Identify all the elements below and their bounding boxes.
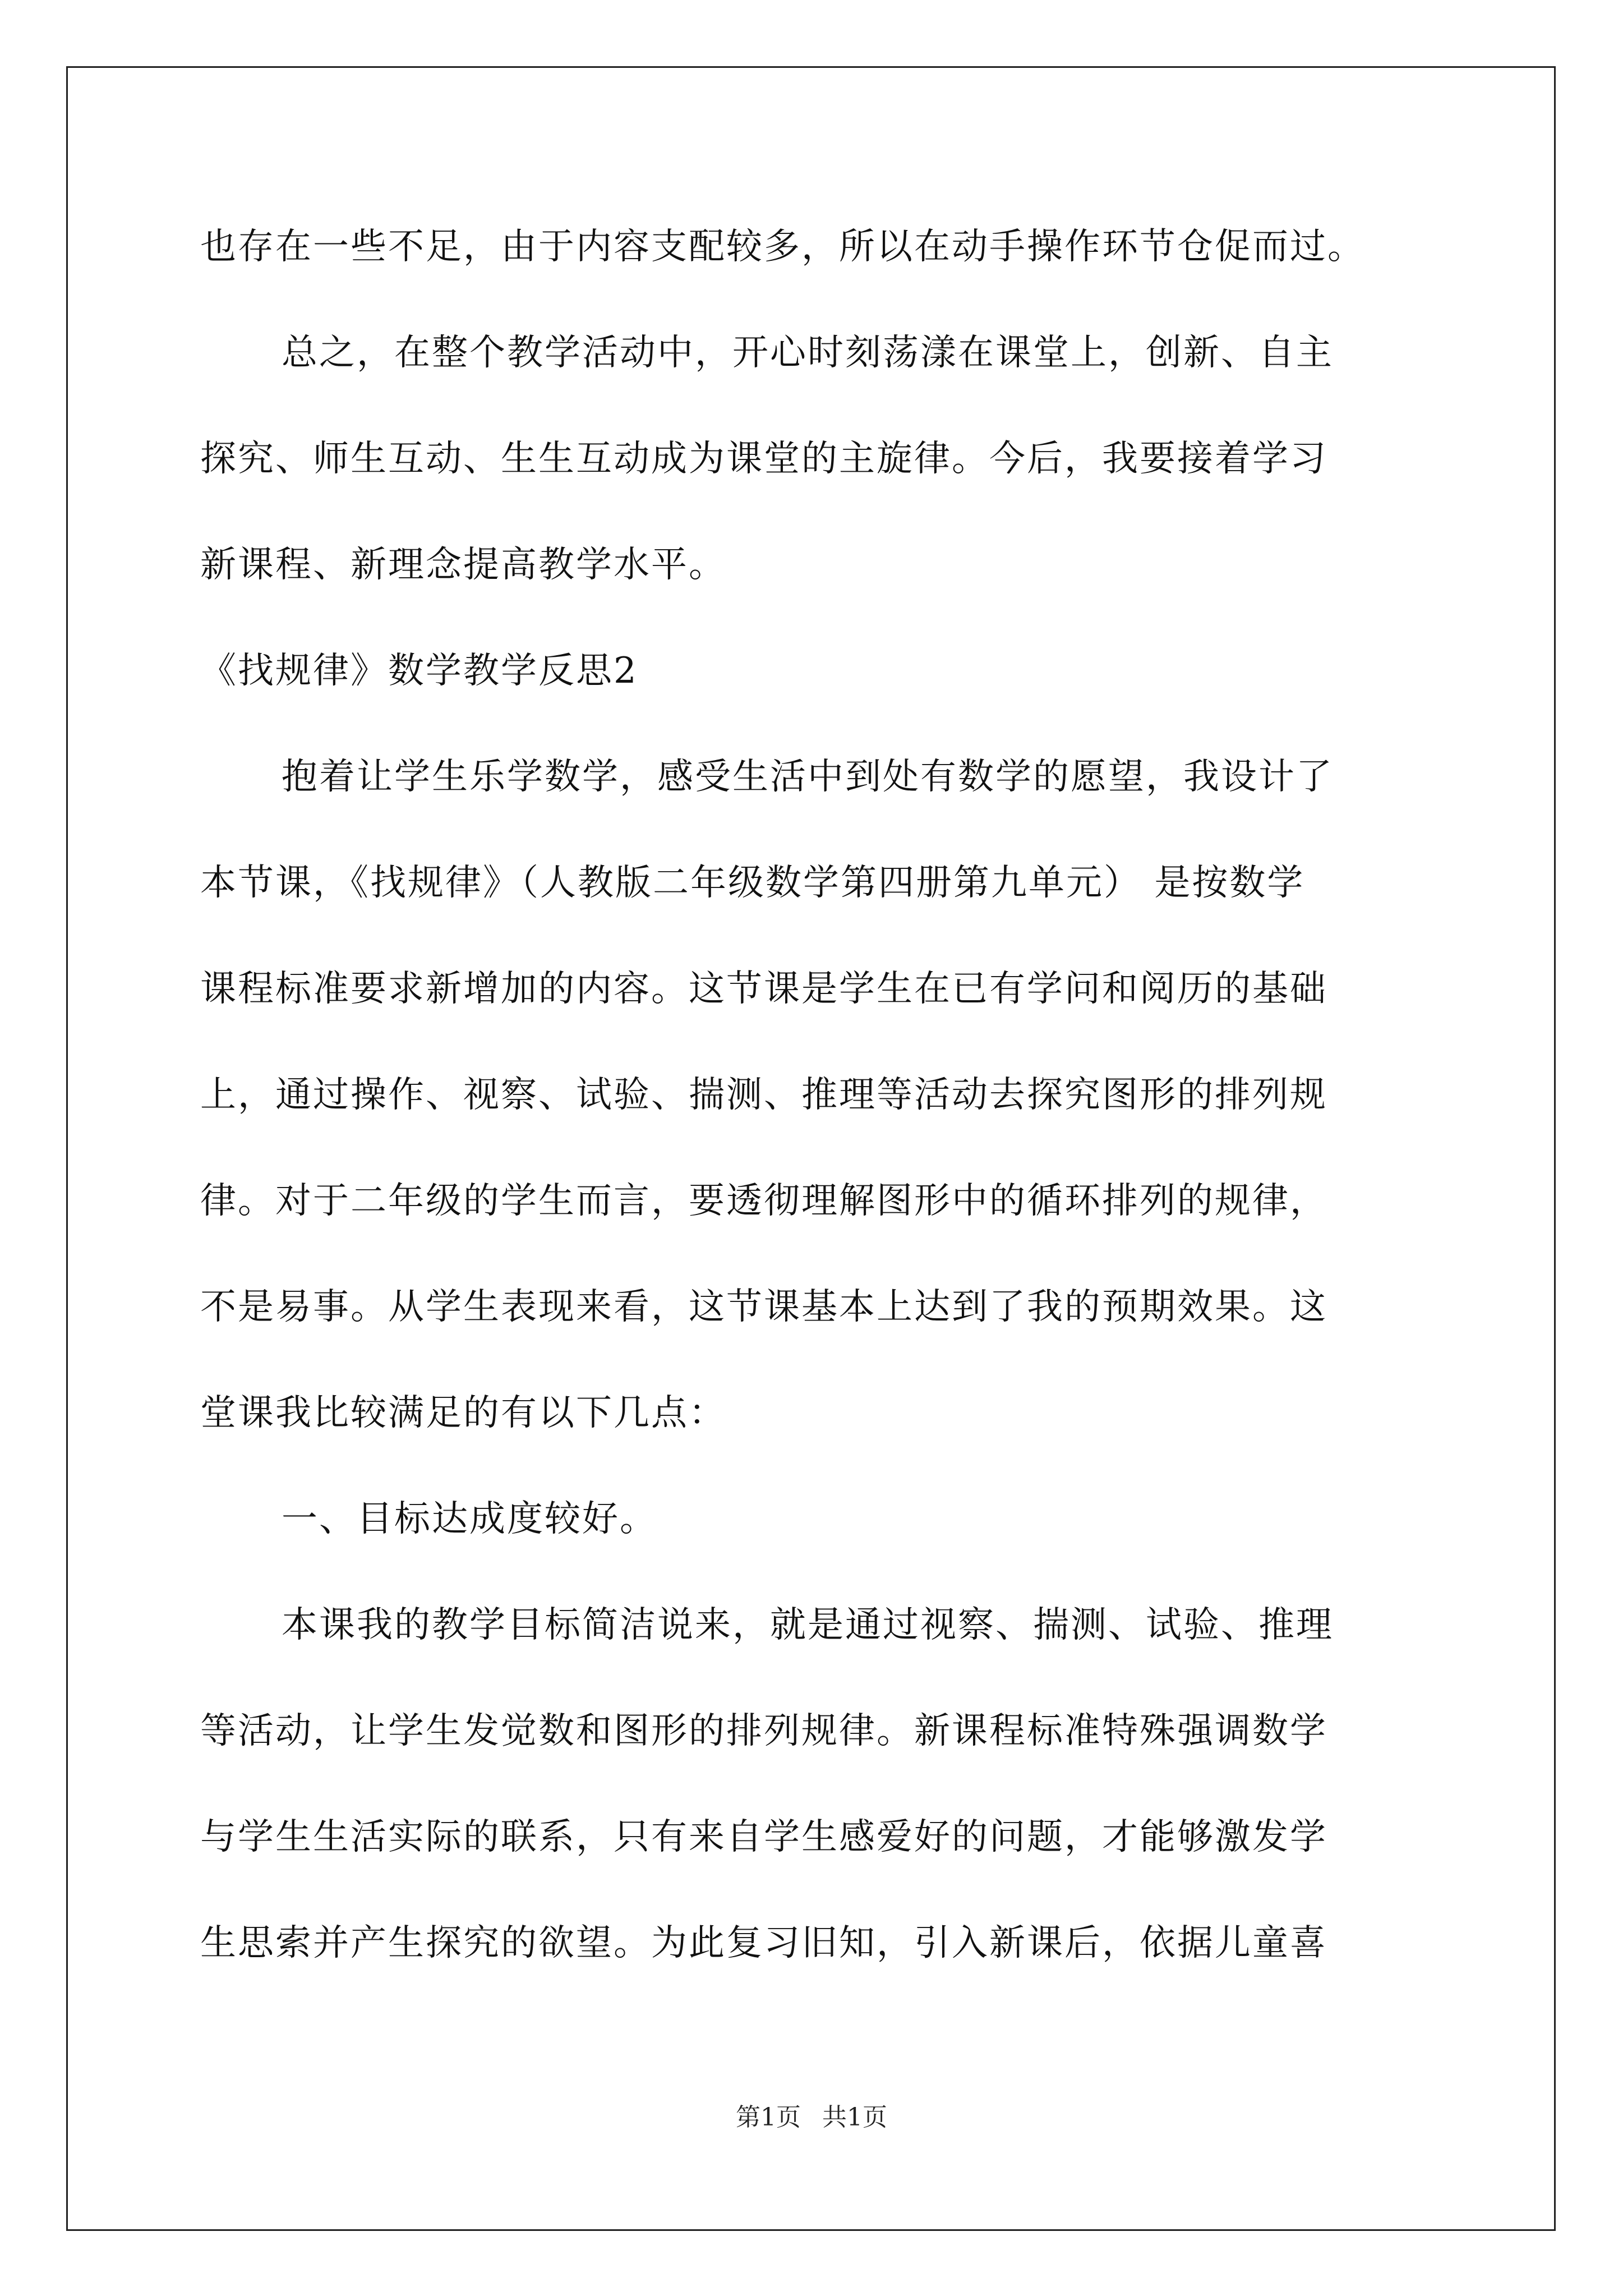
text-line: 堂课我比较满足的有以下几点： xyxy=(200,1392,726,1434)
text-line: 与学生生活实际的联系，只有来自学生感爱好的问题，才能够激发学 xyxy=(200,1816,1327,1858)
text-line: 生思索并产生探究的欲望。为此复习旧知，引入新课后，依据儿童喜 xyxy=(200,1922,1327,1964)
text-line: 探究、师生互动、生生互动成为课堂的主旋律。今后，我要接着学习 xyxy=(200,438,1327,480)
paragraph-start: 本课我的教学目标简洁说来，就是通过视察、揣测、试验、推理 xyxy=(282,1604,1334,1646)
text-line: 不是易事。从学生表现来看，这节课基本上达到了我的预期效果。这 xyxy=(200,1286,1327,1328)
text-line: 本节课，《找规律》（人教版二年级数学第四册第九单元） 是按数学 xyxy=(200,862,1305,904)
text-line: 新课程、新理念提高教学水平。 xyxy=(200,544,726,586)
text-line: 课程标准要求新增加的内容。这节课是学生在已有学问和阅历的基础 xyxy=(200,968,1327,1010)
text-line: 等活动，让学生发觉数和图形的排列规律。新课程标准特殊强调数学 xyxy=(200,1710,1327,1752)
paragraph-start: 总之，在整个教学活动中，开心时刻荡漾在课堂上，创新、自主 xyxy=(282,332,1334,374)
page-footer xyxy=(0,2101,1623,2134)
page-number-total: 共1页 xyxy=(822,2103,887,2132)
paragraph-start: 抱着让学生乐学数学，感受生活中到处有数学的愿望，我设计了 xyxy=(282,756,1334,798)
text-line: 上，通过操作、视察、试验、揣测、推理等活动去探究图形的排列规 xyxy=(200,1074,1327,1116)
section-heading: 《找规律》数学教学反思2 xyxy=(200,650,638,692)
list-heading: 一、目标达成度较好。 xyxy=(282,1498,657,1540)
page-border xyxy=(66,66,1556,2231)
text-line: 律。对于二年级的学生而言，要透彻理解图形中的循环排列的规律， xyxy=(200,1180,1327,1222)
page-number-current: 第1页 xyxy=(736,2103,801,2132)
text-line: 也存在一些不足，由于内容支配较多，所以在动手操作环节仓促而过。 xyxy=(200,226,1365,268)
